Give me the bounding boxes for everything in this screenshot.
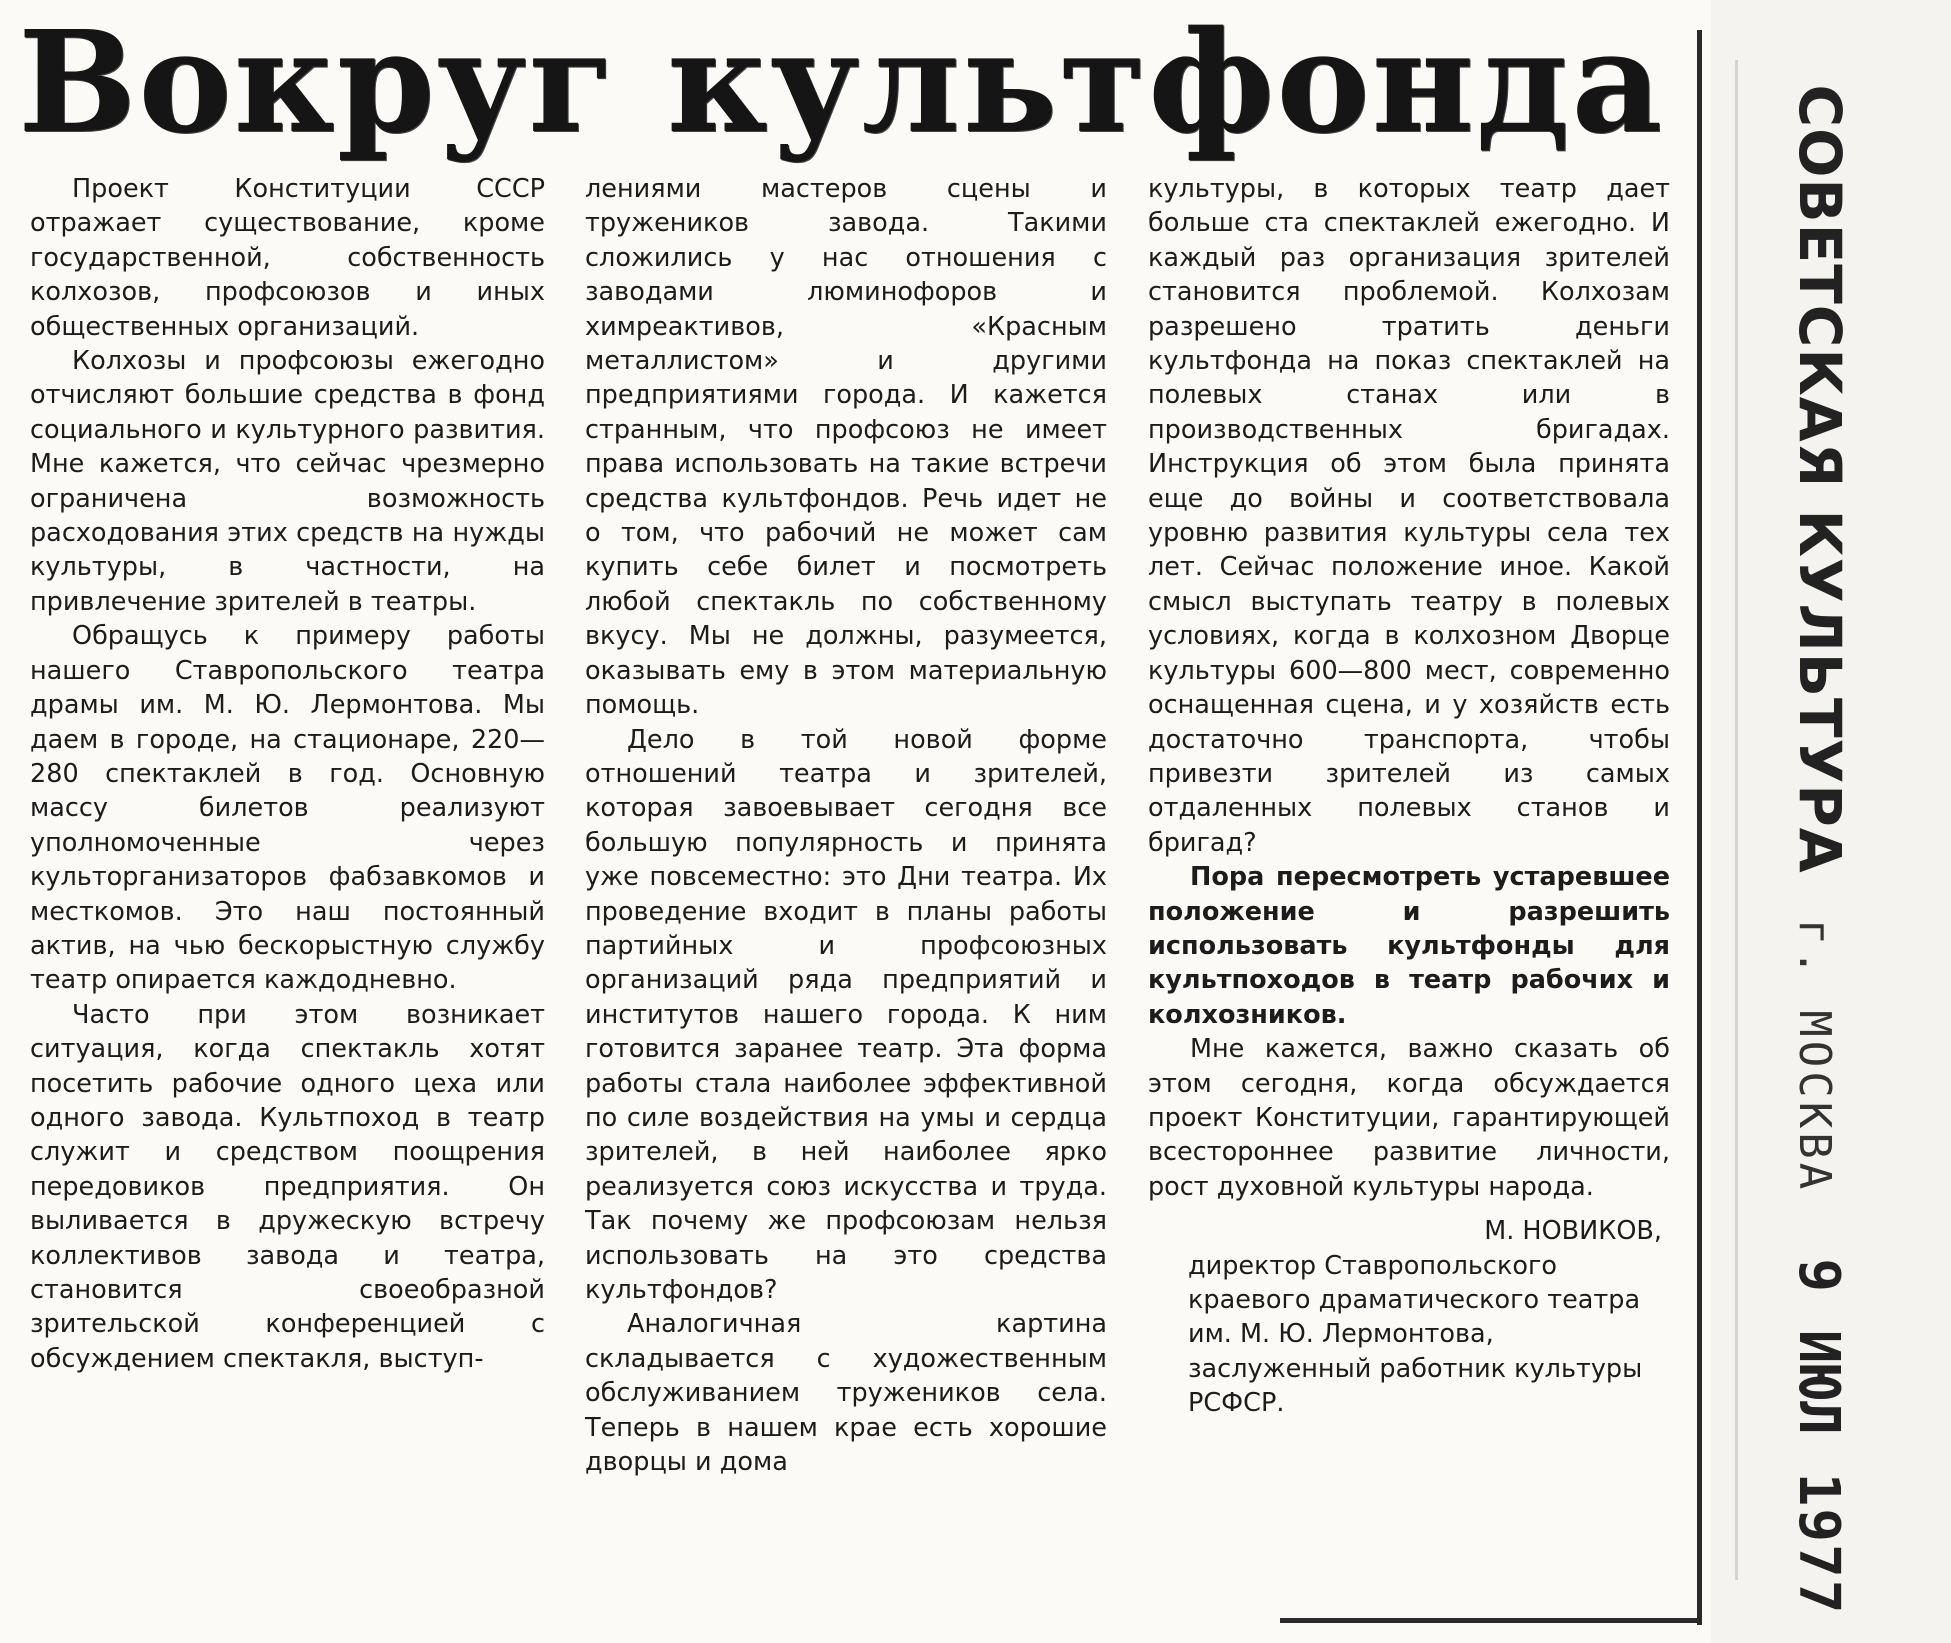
author-name: М. НОВИКОВ, — [1484, 1216, 1662, 1247]
author-title: директор Ставропольского краевого драматического театра им. М. Ю. Лермонтова, заслуженный работник культуры РСФСР. — [1188, 1250, 1643, 1419]
frame-bottom-rule — [1280, 1618, 1702, 1623]
frame-right-rule — [1697, 30, 1702, 1625]
paragraph: Колхозы и профсоюзы ежегодно отчисляют большие средства в фонд социального и культурного развития. Мне кажется, что сейчас чрезмерно ограничена возможность расходования этих средств на нужды культуры, в частности, на привлечение зрителей в театры. — [30, 346, 545, 617]
stamp-text — [1786, 85, 1854, 1616]
paragraph: Проект Конституции СССР отражает существование, кроме государственной, собственность колхозов, профсоюзов и иных общественных организаций. — [30, 174, 545, 342]
clipping-edge — [1735, 60, 1738, 1580]
article-column-1 — [30, 172, 545, 1376]
stamp-date: 9 ИЮЛ 1977 — [1786, 1258, 1851, 1616]
paragraph: Дело в той новой форме отношений театра и зрителей, которая завоевывает сегодня все большую популярность и принята уже повсеместно: это Дни театра. Их проведение входит в планы работы партийных и профсоюзных организаций ряда предприятий и институтов нашего города. К ним готовится заранее театр. Эта форма работы стала наиболее эффективной по силе воздействия на умы и сердца зрителей, в ней наиболее ярко реализуется союз искусства и труда. Так почему же профсоюзам нельзя использовать на это средства культфондов? — [585, 724, 1107, 1305]
paragraph: Мне кажется, важно сказать об этом сегодня, когда обсуждается проект Конституции, гарантирующей всестороннее развитие личности, рост духовной культуры народа. — [1148, 1034, 1670, 1202]
stamp-newspaper-name: СОВЕТСКАЯ КУЛЬТУРА — [1786, 84, 1854, 874]
paragraph: культуры, в которых театр дает больше ста спектаклей ежегодно. И каждый раз организация зрителей становится проблемой. Колхозам разрешено тратить деньги культфонда на показ спектаклей на полевых станах или в производственных бригадах. Инструкция об этом была принята еще до войны и соответствовала уровню развития культуры села тех лет. Сейчас положение иное. Какой смысл выступать театру в полевых условиях, когда в колхозном Дворце культуры 600—800 мест, современно оснащенная сцена, и у хозяйств есть достаточно транспорта, чтобы привезти зрителей из самых отдаленных полевых станов и бригад? — [1148, 174, 1670, 858]
stamp-city: г. МОСКВА — [1789, 918, 1840, 1194]
bold-paragraph: Пора пересмотреть устаревшее положение и разрешить использовать культфонды для культпоходов в театр рабочих и колхозников. — [1148, 862, 1670, 1030]
article-column-3 — [1148, 172, 1670, 1421]
paragraph: Часто при этом возникает ситуация, когда спектакль хотят посетить рабочие одного цеха или одного завода. Культпоход в театр служит и средством поощрения передовиков предприятия. Он выливается в дружескую встречу коллективов завода и театра, становится своеобразной зрительской конференцией с обсуждением спектакля, выступ- — [30, 999, 545, 1374]
article-headline: Вокруг культфонда — [18, 1, 1665, 165]
archive-stamp — [1740, 84, 1900, 1616]
article-column-2 — [585, 172, 1107, 1479]
paragraph: Аналогичная картина складывается с художественным обслуживанием тружеников села. Теперь в нашем крае есть хорошие дворцы и дома — [585, 1309, 1107, 1478]
paragraph: Обращусь к примеру работы нашего Ставропольского театра драмы им. М. Ю. Лермонтова. Мы даем в городе, на стационаре, 220—280 спектаклей в год. Основную массу билетов реализуют уполномоченные через культорганизаторов фабзавкомов и месткомов. Это наш постоянный актив, на чью бескорыстную службу театр опирается каждодневно. — [30, 621, 545, 996]
paragraph: лениями мастеров сцены и тружеников завода. Такими сложились у нас отношения с заводами люминофоров и химреактивов, «Красным металлистом» и другими предприятиями города. И кажется странным, что профсоюз не имеет права использовать на такие встречи средства культфондов. Речь идет не о том, что рабочий не может сам купить себе билет и посмотреть любой спектакль по собственному вкусу. Мы не должны, разумеется, оказывать ему в этом материальную помощь. — [585, 174, 1107, 721]
